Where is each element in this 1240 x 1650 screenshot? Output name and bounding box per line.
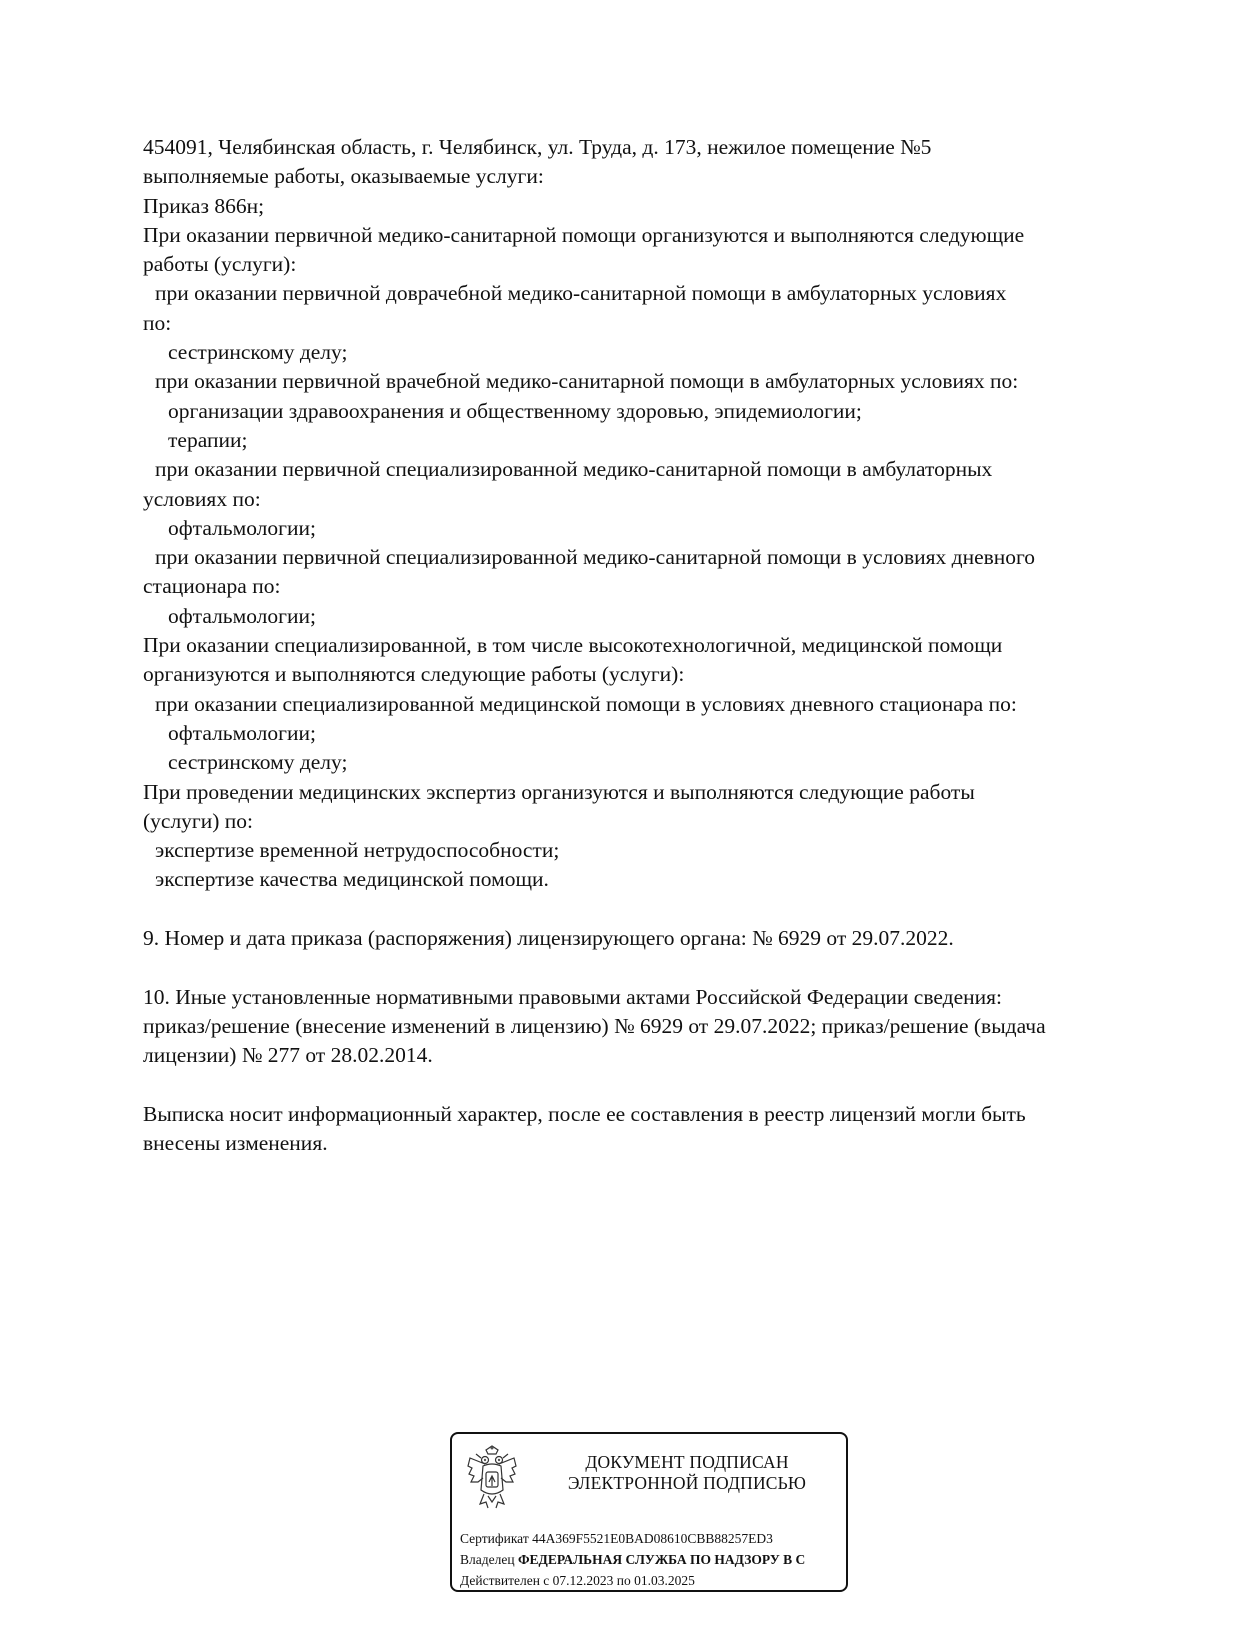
- certificate-row: [460, 1528, 805, 1549]
- stamp-title: [537, 1452, 837, 1494]
- owner-row: [460, 1549, 805, 1570]
- text-line: При оказании первичной медико-санитарной помощи организуются и выполняются следующие: [143, 222, 1025, 247]
- stamp-certificate-info: [460, 1528, 805, 1591]
- text-line: стационара по:: [143, 574, 281, 599]
- text-line: организации здравоохранения и общественному здоровью, эпидемиологии;: [168, 398, 862, 423]
- text-line: условиях по:: [143, 486, 261, 511]
- owner-value: ФЕДЕРАЛЬНАЯ СЛУЖБА ПО НАДЗОРУ В С: [517, 1552, 806, 1567]
- text-line: 10. Иные установленные нормативными правовыми актами Российской Федерации сведения:: [143, 984, 1002, 1009]
- text-line: выполняемые работы, оказываемые услуги:: [143, 164, 544, 189]
- text-line: сестринскому делу;: [168, 750, 348, 775]
- text-line: сестринскому делу;: [168, 340, 348, 365]
- stamp-title-line: ДОКУМЕНТ ПОДПИСАН: [585, 1452, 789, 1472]
- certificate-value: 44A369F5521E0BAD08610CBB88257ED3: [532, 1531, 773, 1546]
- text-line: офтальмологии;: [168, 603, 316, 628]
- electronic-signature-stamp: [450, 1432, 848, 1592]
- text-line: организуются и выполняются следующие работы (услуги):: [143, 662, 685, 687]
- text-line: Приказ 866н;: [143, 193, 265, 218]
- order-number-line: 9. Номер и дата приказа (распоряжения) лицензирующего органа: № 6929 от 29.07.2022.: [143, 926, 954, 951]
- text-line: При проведении медицинских экспертиз организуются и выполняются следующие работы: [143, 779, 975, 804]
- blank-line: [143, 953, 1163, 982]
- text-line: экспертизе временной нетрудоспособности;: [155, 838, 560, 863]
- certificate-label: Сертификат: [460, 1531, 529, 1546]
- text-line: по:: [143, 310, 172, 335]
- document-body: [143, 133, 1163, 1158]
- russian-coat-of-arms-icon: [466, 1444, 518, 1510]
- text-line: терапии;: [168, 427, 248, 452]
- text-line: при оказании специализированной медицинской помощи в условиях дневного стационара по:: [155, 691, 1017, 716]
- stamp-title-line: ЭЛЕКТРОННОЙ ПОДПИСЬЮ: [567, 1473, 807, 1493]
- text-line: при оказании первичной врачебной медико-санитарной помощи в амбулаторных условиях по:: [155, 369, 1019, 394]
- blank-line: [143, 1071, 1163, 1100]
- text-line: приказ/решение (внесение изменений в лицензию) № 6929 от 29.07.2022; приказ/решение (выдача: [143, 1013, 1046, 1038]
- owner-label: Владелец: [460, 1552, 515, 1567]
- text-line: внесены изменения.: [143, 1131, 328, 1156]
- text-line: работы (услуги):: [143, 252, 297, 277]
- text-line: (услуги) по:: [143, 808, 254, 833]
- text-line: лицензии) № 277 от 28.02.2014.: [143, 1043, 433, 1068]
- blank-line: [143, 895, 1163, 924]
- text-line: Выписка носит информационный характер, после ее составления в реестр лицензий могли быть: [143, 1101, 1026, 1126]
- text-line: при оказании первичной специализированной медико-санитарной помощи в амбулаторных: [155, 457, 993, 482]
- text-line: 454091, Челябинская область, г. Челябинск, ул. Труда, д. 173, нежилое помещение №5: [143, 135, 932, 159]
- text-line: экспертизе качества медицинской помощи.: [155, 867, 549, 892]
- validity-row: Действителен с 07.12.2023 по 01.03.2025: [460, 1573, 695, 1588]
- text-line: При оказании специализированной, в том числе высокотехнологичной, медицинской помощи: [143, 633, 1003, 658]
- text-line: офтальмологии;: [168, 720, 316, 745]
- text-line: при оказании первичной доврачебной медико-санитарной помощи в амбулаторных условиях: [155, 281, 1007, 306]
- text-line: при оказании первичной специализированной медико-санитарной помощи в условиях дневного: [155, 545, 1036, 570]
- text-line: офтальмологии;: [168, 515, 316, 540]
